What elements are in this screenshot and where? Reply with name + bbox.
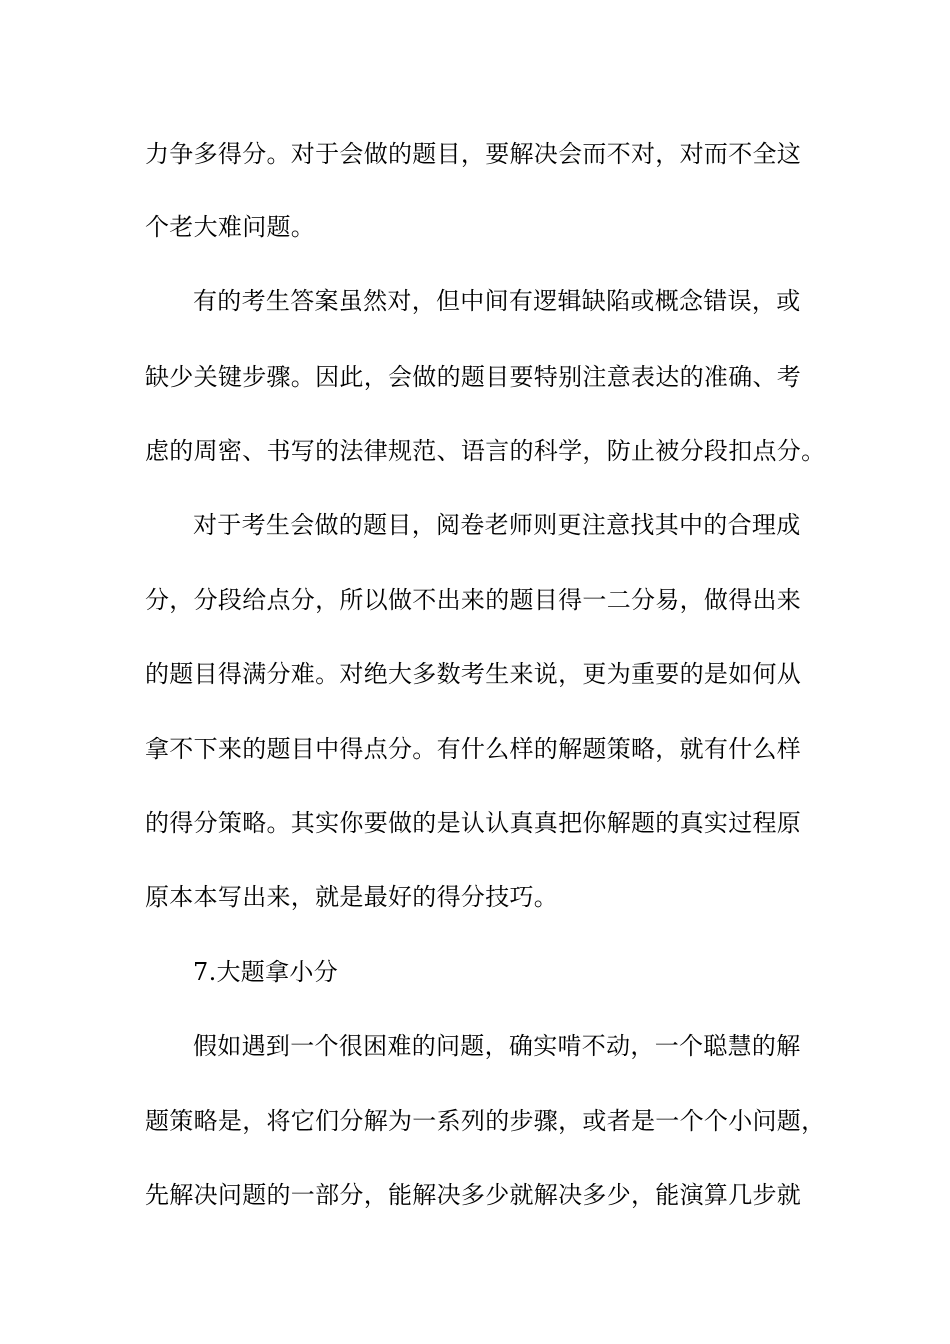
text-line: 拿不下来的题目中得点分。有什么样的解题策略，就有什么样	[145, 735, 802, 763]
section-heading: 7.大题拿小分	[193, 958, 338, 986]
text-line: 虑的周密、书写的法律规范、语言的科学，防止被分段扣点分。	[145, 437, 826, 465]
text-line: 力争多得分。对于会做的题目，要解决会而不对，对而不全这	[145, 140, 802, 168]
paragraph-start-line: 有的考生答案虽然对，但中间有逻辑缺陷或概念错误，或	[193, 287, 801, 315]
text-line: 分，分段给点分，所以做不出来的题目得一二分易，做得出来	[145, 586, 802, 614]
text-line: 题策略是，将它们分解为一系列的步骤，或者是一个个小问题，	[145, 1107, 826, 1135]
text-line: 个老大难问题。	[145, 213, 316, 241]
text-line: 原本本写出来，就是最好的得分技巧。	[145, 883, 559, 911]
text-line: 先解决问题的一部分，能解决多少就解决多少，能演算几步就	[145, 1181, 802, 1209]
text-line: 的得分策略。其实你要做的是认认真真把你解题的真实过程原	[145, 809, 802, 837]
paragraph-start-line: 对于考生会做的题目，阅卷老师则更注意找其中的合理成	[193, 511, 801, 539]
paragraph-start-line: 假如遇到一个很困难的问题，确实啃不动，一个聪慧的解	[193, 1032, 801, 1060]
text-line: 的题目得满分难。对绝大多数考生来说，更为重要的是如何从	[145, 660, 802, 688]
text-line: 缺少关键步骤。因此，会做的题目要特别注意表达的准确、考	[145, 363, 802, 391]
